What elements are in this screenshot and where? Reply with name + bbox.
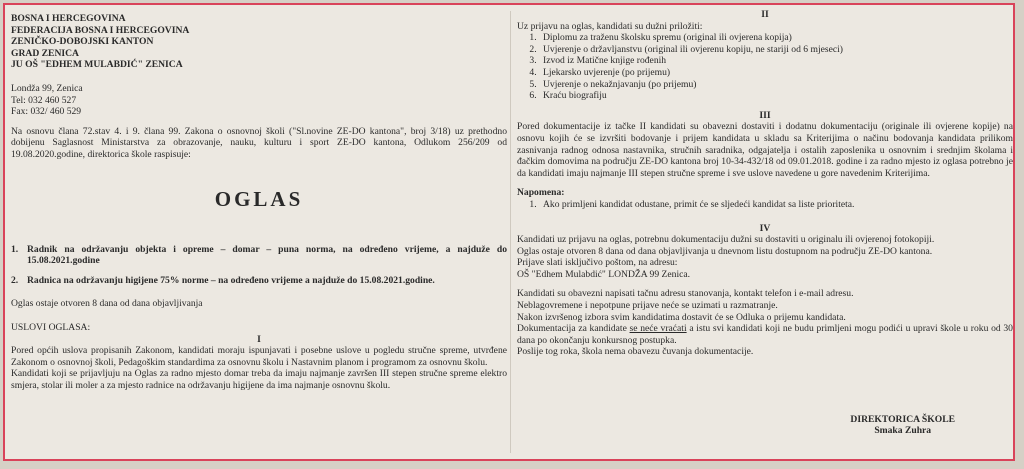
signature-block [850,414,955,437]
school-phone: Tel: 032 460 527 [11,94,77,106]
section-3-heading: III [759,109,771,121]
text-span: Dokumentacija za kandidate [517,323,630,335]
section-4-paragraph: Kandidati uz prijavu na oglas, potrebnu dokumentaciju dužni su dostaviti u originalu ili ovjerenoj fotokopiji. [517,234,935,246]
column-divider [510,11,511,453]
section-3-paragraph: Pored dokumentacije iz tačke II kandidati su obavezni dostaviti i dodatnu dokumentaciju (originale ili ovjerene kopije) na osnovu kojih će se izvršiti bodovanje i prijem kandidata u skladu sa Kriterijima o načinu bodovanja kandidata prilikom zasnivanja radnog odnosa nastavnika, stručnih saradnika, odgajatelja i ostalih zaposlenika u osnovnim i srednjim školama i đačkim domovima na području ZE-DO kantona broj 10-34-432/18 od 09.01.2018. godine i za radno mjesto iz oglasa potrebno je da kandidati imaju najmanje III stepen stručne spreme i sve uslove navedene u gore navedenim Kriterijima. [517,121,1013,179]
header-line: JU OŠ "EDHEM MULABDIĆ" ZENICA [11,59,183,71]
header-line: ZENIČKO-DOBOJSKI KANTON [11,36,154,48]
header-line: FEDERACIJA BOSNA I HERCEGOVINA [11,24,190,36]
position-item [11,275,507,287]
section-4-paragraph: Prijave slati isključivo poštom, na adresu: [517,257,678,269]
section-4-paragraph: Kandidati su obavezni napisati tačnu adresu stanovanja, kontakt telefon i e-mail adresu. [517,288,854,300]
signature-title: DIREKTORICA ŠKOLE [850,413,955,425]
section-1-paragraph: Pored općih uslova propisanih Zakonom, kandidati moraju ispunjavati i posebne uslove u pogledu stručne spreme, utvrđene Zakonom o osnovnoj školi, Pedagoškim standardima za osnovnu školu i Nastavnim planom i programom za osnovnu školu. [11,345,507,368]
section-4-paragraph: Neblagovremene i nepotpune prijave neće se uzimati u razmatranje. [517,300,778,312]
section-4-paragraph: Poslije tog roka, škola nema obavezu čuvanja dokumentacije. [517,346,754,358]
section-2-heading: II [761,9,769,20]
section-4-address: OŠ "Edhem Mulabdić" LONDŽA 99 Zenica. [517,268,691,280]
list-item: 3. Izvod iz Matične knjige rođenih [539,55,1013,67]
napomena-heading: Napomena: [517,187,565,199]
school-header [11,13,507,71]
header-line: BOSNA I HERCEGOVINA [11,13,126,24]
position-number: 1. [11,243,19,255]
school-address: Londža 99, Zenica [11,82,83,94]
section-2-lead: Uz prijavu na oglas, kandidati su dužni priložiti: [517,20,703,32]
section-4-paragraph [517,323,1013,346]
napomena-list [517,199,1013,211]
section-1-heading: I [257,333,261,345]
school-fax: Fax: 032/ 460 529 [11,106,82,118]
position-text: Radnica na održavanju higijene 75% norme – na određeno vrijeme a najduže do 15.08.2021.godine. [27,274,435,286]
left-column [11,5,507,459]
text-span: a istu svi kandidati koji ne budu primljeni mogu podići u upravi škole u roku od 30 dana po okončanju konkursnog postupka. [517,323,1013,346]
section-1-paragraph: Kandidati koji se prijavljuju na Oglas za radno mjesto domar treba da imaju najmanje završen III stepen stručne spreme elektro smjera, stolar ili moler a za mjesto radnice na održavanju higijene da ima najmanje osnovnu školu. [11,368,507,391]
open-note: Oglas ostaje otvoren 8 dana od dana objavljivanja [11,298,203,310]
position-item [11,244,507,267]
position-number: 2. [11,274,19,286]
right-column [517,5,1013,459]
header-line: GRAD ZENICA [11,47,79,59]
list-item: 1. Diplomu za traženu školsku spremu (original ili ovjerena kopija) [539,32,1013,44]
section-4-paragraph: Nakon izvršenog izbora svim kandidatima dostavit će se Odluka o prijemu kandidata. [517,311,846,323]
intro-paragraph: Na osnovu člana 72.stav 4. i 9. člana 99. Zakona o osnovnoj školi ("Sl.novine ZE-DO kantona", broj 3/18) uz prethodno dobijenu Saglasnost Ministarstva za obrazovanje, nauku, kulturu i sport ZE-DO kantona, Odlukom 256/209 od 19.08.2020.godine, direktorica škole raspisuje: [11,125,507,160]
position-text: Radnik na održavanju objekta i opreme – domar – puna norma, na određeno vrijeme, a najduže do 15.08.2021.godine [27,243,507,267]
list-item: 4. Ljekarsko uvjerenje (po prijemu) [539,67,1013,79]
signature-name: Smaka Zuhra [874,425,932,437]
underlined-text: se neće vraćati [629,323,687,335]
conditions-heading: USLOVI OGLASA: [11,321,91,333]
list-item: 2. Uvjerenje o državljanstvu (original ili ovjerenu kopiju, ne stariji od 6 mjeseci) [539,44,1013,56]
required-documents-list [517,32,1013,102]
list-item: 1. Ako primljeni kandidat odustane, primit će se sljedeći kandidat sa liste prioriteta. [539,199,1013,211]
list-item: 5. Uvjerenje o nekažnjavanju (po prijemu) [539,79,1013,91]
notice-title: OGLAS [214,186,304,211]
newspaper-notice [3,3,1015,461]
list-item: 6. Kraću biografiju [539,90,1013,102]
section-4-paragraph: Oglas ostaje otvoren 8 dana od dana objavljivanja u dnevnom listu dostupnom na području ZE-DO kantona. [517,245,933,257]
section-4-heading: IV [759,222,771,234]
